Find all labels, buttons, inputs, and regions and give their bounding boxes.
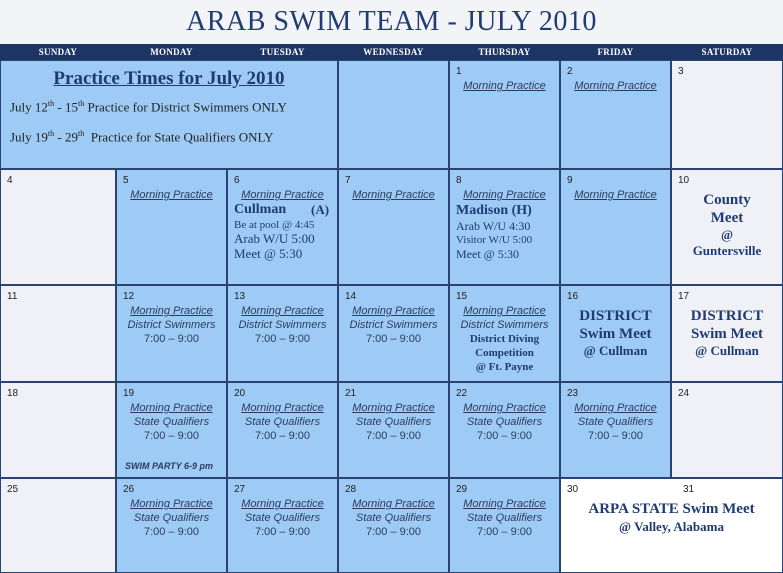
line1-text-b: - 15 bbox=[54, 99, 78, 115]
day-cell-20[interactable] bbox=[227, 382, 338, 478]
day-cell-wednesday-blank bbox=[338, 60, 449, 169]
cullman-line-3: Meet @ 5:30 bbox=[234, 246, 303, 261]
weekday-header bbox=[0, 44, 783, 60]
morning-practice-link[interactable]: Morning Practice bbox=[241, 305, 324, 317]
practice-time: 7:00 – 9:00 bbox=[587, 430, 644, 442]
practice-time: 7:00 – 9:00 bbox=[254, 333, 311, 345]
morning-practice-link[interactable]: Morning Practice bbox=[352, 498, 435, 510]
district-meet-line-1: DISTRICT bbox=[690, 308, 764, 324]
county-meet-location: Guntersville bbox=[692, 243, 762, 258]
day-number: 21 bbox=[345, 388, 357, 399]
day-cell-24[interactable] bbox=[671, 382, 783, 478]
county-meet-line-2: Meet bbox=[710, 210, 744, 226]
weekday-wednesday: WEDNESDAY bbox=[363, 47, 424, 57]
calendar-title: ARAB SWIM TEAM - JULY 2010 bbox=[186, 6, 597, 37]
morning-practice-link[interactable]: Morning Practice bbox=[241, 498, 324, 510]
line1-sup2: th bbox=[78, 99, 85, 108]
cullman-meet-heading bbox=[228, 202, 337, 219]
day-cell-9[interactable] bbox=[560, 169, 671, 285]
weekday-thursday: THURSDAY bbox=[478, 47, 531, 57]
practice-group: State Qualifiers bbox=[133, 416, 210, 428]
day-number: 12 bbox=[123, 291, 135, 302]
day-cell-28[interactable] bbox=[338, 478, 449, 573]
day-cell-27[interactable] bbox=[227, 478, 338, 573]
weekday-sunday: SUNDAY bbox=[38, 47, 78, 57]
day-number: 14 bbox=[345, 291, 357, 302]
day-cell-17[interactable] bbox=[671, 285, 783, 382]
day-number: 6 bbox=[234, 175, 240, 186]
day-number: 8 bbox=[456, 175, 462, 186]
day-number: 19 bbox=[123, 388, 135, 399]
morning-practice-link[interactable]: Morning Practice bbox=[130, 189, 213, 201]
practice-group: State Qualifiers bbox=[466, 512, 543, 524]
state-meet-location: @ Valley, Alabama bbox=[619, 519, 724, 534]
day-cell-12[interactable] bbox=[116, 285, 227, 382]
practice-group: District Swimmers bbox=[127, 319, 216, 331]
practice-times-heading: Practice Times for July 2010 bbox=[53, 68, 285, 89]
day-number: 2 bbox=[567, 66, 573, 77]
practice-time: 7:00 – 9:00 bbox=[254, 430, 311, 442]
district-meet-line-2: Swim Meet bbox=[690, 326, 764, 342]
morning-practice-link[interactable]: Morning Practice bbox=[352, 402, 435, 414]
day-number: 28 bbox=[345, 484, 357, 495]
day-cell-1[interactable] bbox=[449, 60, 560, 169]
practice-times-line-1 bbox=[10, 99, 287, 115]
weekday-saturday: SATURDAY bbox=[701, 47, 753, 57]
day-number: 11 bbox=[7, 291, 18, 302]
day-cell-4[interactable] bbox=[0, 169, 116, 285]
day-number: 18 bbox=[7, 388, 19, 399]
morning-practice-link[interactable]: Morning Practice bbox=[130, 402, 213, 414]
line1-text-a: July 12 bbox=[10, 99, 48, 115]
morning-practice-link[interactable]: Morning Practice bbox=[463, 189, 546, 201]
day-cell-5[interactable] bbox=[116, 169, 227, 285]
practice-group: District Swimmers bbox=[238, 319, 327, 331]
state-meet-title: ARPA STATE Swim Meet bbox=[588, 501, 755, 517]
day-cell-14[interactable] bbox=[338, 285, 449, 382]
morning-practice-link[interactable]: Morning Practice bbox=[574, 402, 657, 414]
cullman-title: Cullman bbox=[234, 202, 287, 217]
day-cell-10[interactable] bbox=[671, 169, 783, 285]
day-cell-11[interactable] bbox=[0, 285, 116, 382]
weekday-monday: MONDAY bbox=[150, 47, 193, 57]
county-meet-line-1: County bbox=[703, 192, 751, 208]
morning-practice-link[interactable]: Morning Practice bbox=[463, 80, 546, 92]
morning-practice-link[interactable]: Morning Practice bbox=[130, 305, 213, 317]
line2-text-c: Practice for State Qualifiers ONLY bbox=[84, 129, 274, 145]
district-meet-line-2: Swim Meet bbox=[579, 326, 652, 342]
day-cell-25[interactable] bbox=[0, 478, 116, 573]
day-number: 22 bbox=[456, 388, 468, 399]
day-number: 29 bbox=[456, 484, 468, 495]
day-cell-8[interactable] bbox=[449, 169, 560, 285]
day-number: 24 bbox=[678, 388, 690, 399]
weekday-tuesday: TUESDAY bbox=[260, 47, 305, 57]
line2-text-a: July 19 bbox=[10, 129, 48, 145]
day-number: 5 bbox=[123, 175, 129, 186]
day-cell-3[interactable] bbox=[671, 60, 783, 169]
day-cell-7[interactable] bbox=[338, 169, 449, 285]
practice-group: State Qualifiers bbox=[355, 416, 432, 428]
diving-location: @ Ft. Payne bbox=[475, 361, 534, 373]
morning-practice-link[interactable]: Morning Practice bbox=[241, 402, 324, 414]
practice-group: State Qualifiers bbox=[244, 416, 321, 428]
practice-time: 7:00 – 9:00 bbox=[365, 526, 422, 538]
day-cell-26[interactable] bbox=[116, 478, 227, 573]
diving-line-1: District Diving bbox=[469, 333, 540, 345]
day-cell-15[interactable] bbox=[449, 285, 560, 382]
line1-sup: th bbox=[47, 99, 55, 108]
morning-practice-link[interactable]: Morning Practice bbox=[574, 189, 657, 201]
day-number: 15 bbox=[456, 291, 468, 302]
madison-line-1: Arab W/U 4:30 bbox=[456, 219, 531, 233]
line2-sup2: th bbox=[78, 129, 85, 138]
day-number: 27 bbox=[234, 484, 246, 495]
practice-time: 7:00 – 9:00 bbox=[143, 333, 200, 345]
practice-time: 7:00 – 9:00 bbox=[365, 430, 422, 442]
practice-group: District Swimmers bbox=[349, 319, 438, 331]
practice-group: State Qualifiers bbox=[244, 512, 321, 524]
practice-times-box bbox=[0, 60, 338, 169]
practice-time: 7:00 – 9:00 bbox=[254, 526, 311, 538]
cullman-line-1: Be at pool @ 4:45 bbox=[234, 219, 315, 231]
practice-group: State Qualifiers bbox=[466, 416, 543, 428]
day-cell-22[interactable] bbox=[449, 382, 560, 478]
day-number: 16 bbox=[567, 291, 579, 302]
day-number: 17 bbox=[678, 291, 690, 302]
practice-group: State Qualifiers bbox=[577, 416, 654, 428]
line2-sup: th bbox=[47, 129, 55, 138]
district-meet-location: @ Cullman bbox=[583, 343, 648, 358]
day-cell-2[interactable] bbox=[560, 60, 671, 169]
day-cell-6[interactable] bbox=[227, 169, 338, 285]
diving-line-2: Competition bbox=[475, 347, 534, 359]
morning-practice-link[interactable]: Morning Practice bbox=[130, 498, 213, 510]
cullman-line-2: Arab W/U 5:00 bbox=[234, 231, 315, 246]
madison-meet-heading: Madison (H) bbox=[456, 203, 532, 218]
practice-group: District Swimmers bbox=[460, 319, 549, 331]
madison-line-2: Visitor W/U 5:00 bbox=[456, 234, 533, 246]
day-number: 30 bbox=[567, 484, 579, 495]
day-number: 1 bbox=[456, 66, 462, 77]
practice-group: State Qualifiers bbox=[133, 512, 210, 524]
day-number: 23 bbox=[567, 388, 579, 399]
practice-group: State Qualifiers bbox=[355, 512, 432, 524]
morning-practice-link[interactable]: Morning Practice bbox=[241, 189, 324, 201]
line2-text-b: - 29 bbox=[54, 129, 78, 145]
day-number: 4 bbox=[7, 175, 13, 186]
state-meet-cell[interactable] bbox=[560, 478, 783, 573]
calendar-title-bar bbox=[0, 0, 783, 45]
district-meet-line-1: DISTRICT bbox=[579, 308, 652, 324]
morning-practice-link[interactable]: Morning Practice bbox=[352, 189, 435, 201]
day-cell-21[interactable] bbox=[338, 382, 449, 478]
practice-time: 7:00 – 9:00 bbox=[476, 526, 533, 538]
line1-text-c: Practice for District Swimmers ONLY bbox=[84, 99, 287, 115]
morning-practice-link[interactable]: Morning Practice bbox=[574, 80, 657, 92]
county-meet-at: @ bbox=[720, 227, 734, 242]
practice-time: 7:00 – 9:00 bbox=[476, 430, 533, 442]
morning-practice-link[interactable]: Morning Practice bbox=[463, 498, 546, 510]
day-number: 13 bbox=[234, 291, 246, 302]
day-cell-23[interactable] bbox=[560, 382, 671, 478]
day-number: 20 bbox=[234, 388, 246, 399]
practice-times-line-2 bbox=[10, 129, 274, 145]
day-number: 26 bbox=[123, 484, 135, 495]
weekday-friday: FRIDAY bbox=[597, 47, 634, 57]
day-cell-18[interactable] bbox=[0, 382, 116, 478]
madison-line-3: Meet @ 5:30 bbox=[456, 247, 520, 261]
day-number: 9 bbox=[567, 175, 573, 186]
practice-time: 7:00 – 9:00 bbox=[143, 526, 200, 538]
day-cell-13[interactable] bbox=[227, 285, 338, 382]
day-number: 7 bbox=[345, 175, 351, 186]
day-number: 10 bbox=[678, 175, 690, 186]
morning-practice-link[interactable]: Morning Practice bbox=[352, 305, 435, 317]
morning-practice-link[interactable]: Morning Practice bbox=[463, 305, 546, 317]
day-cell-16[interactable] bbox=[560, 285, 671, 382]
practice-time: 7:00 – 9:00 bbox=[365, 333, 422, 345]
swim-party-note: SWIM PARTY 6-9 pm bbox=[125, 461, 214, 471]
day-cell-29[interactable] bbox=[449, 478, 560, 573]
practice-time: 7:00 – 9:00 bbox=[143, 430, 200, 442]
day-number: 31 bbox=[683, 484, 695, 495]
day-cell-19[interactable] bbox=[116, 382, 227, 478]
day-number: 25 bbox=[7, 484, 19, 495]
district-meet-location: @ Cullman bbox=[695, 343, 759, 358]
day-number: 3 bbox=[678, 66, 684, 77]
morning-practice-link[interactable]: Morning Practice bbox=[463, 402, 546, 414]
cullman-away-tag: (A) bbox=[311, 202, 330, 217]
